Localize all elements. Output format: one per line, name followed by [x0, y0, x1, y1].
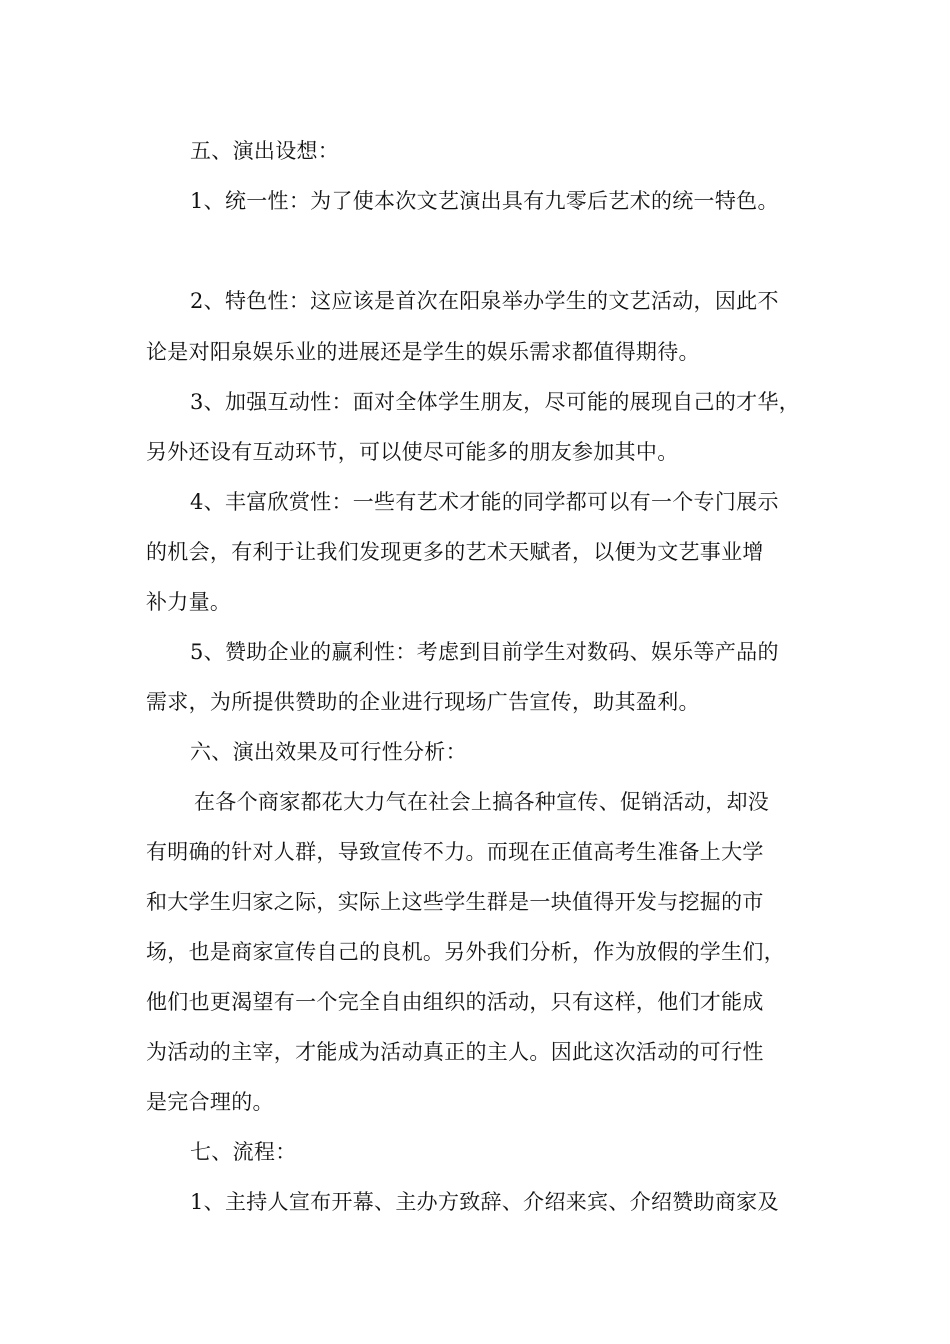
- paragraph-line: 5、赞助企业的赢利性：考虑到目前学生对数码、娱乐等产品的: [190, 640, 779, 664]
- paragraph-line: 2、特色性：这应该是首次在阳泉举办学生的文艺活动，因此不: [190, 289, 779, 313]
- paragraph-line: 另外还设有互动环节，可以使尽可能多的朋友参加其中。: [146, 440, 679, 464]
- paragraph-line: 有明确的针对人群，导致宣传不力。而现在正值高考生准备上大学: [146, 840, 764, 864]
- paragraph-line: 场，也是商家宣传自己的良机。另外我们分析，作为放假的学生们，: [146, 940, 785, 964]
- paragraph-line: 和大学生归家之际，实际上这些学生群是一块值得开发与挖掘的市: [146, 890, 764, 914]
- paragraph-line: 的机会，有利于让我们发现更多的艺术天赋者，以便为文艺事业增: [146, 540, 764, 564]
- paragraph-line: 1、主持人宣布开幕、主办方致辞、介绍来宾、介绍赞助商家及: [190, 1190, 779, 1214]
- paragraph-line: 他们也更渴望有一个完全自由组织的活动，只有这样，他们才能成: [146, 990, 764, 1014]
- paragraph-line: 4、丰富欣赏性：一些有艺术才能的同学都可以有一个专门展示: [190, 490, 779, 514]
- section-heading-5: 五、演出设想：: [190, 139, 340, 163]
- paragraph-line: 补力量。: [146, 590, 232, 614]
- paragraph-line: 3、加强互动性：面对全体学生朋友，尽可能的展现自己的才华，: [190, 390, 801, 414]
- section-heading-6: 六、演出效果及可行性分析：: [190, 740, 467, 764]
- paragraph-line: 论是对阳泉娱乐业的进展还是学生的娱乐需求都值得期待。: [146, 340, 700, 364]
- paragraph-line: 是完合理的。: [146, 1090, 274, 1114]
- section-heading-7: 七、流程：: [190, 1140, 297, 1164]
- paragraph-line: 在各个商家都花大力气在社会上搞各种宣传、促销活动，却没: [194, 790, 770, 814]
- paragraph-line: 1、统一性：为了使本次文艺演出具有九零后艺术的统一特色。: [190, 189, 779, 213]
- paragraph-line: 需求，为所提供赞助的企业进行现场广告宣传，助其盈利。: [146, 690, 700, 714]
- paragraph-line: 为活动的主宰，才能成为活动真正的主人。因此这次活动的可行性: [146, 1040, 764, 1064]
